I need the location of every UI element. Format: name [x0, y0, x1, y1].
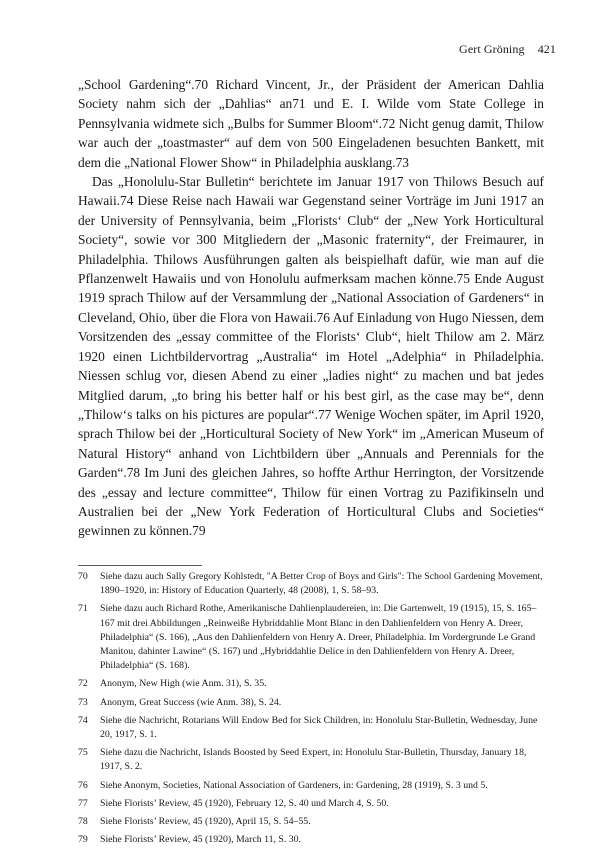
paragraph: „School Gardening“.70 Richard Vincent, Jr., der Präsident der American Dahlia Society nahm sich der „Dahlias“ an71 und E. I. Wilde vom State College in Pennsylvania widmete sich „Bulbs for Summer Bloom“.72 Nicht genug damit, Thilow war auch der „toastmaster“ auf dem von 500 Eingeladenen besuchten Bankett, mit dem die „National Flower Show“ in Philadelphia ausklang.73 — [78, 77, 544, 170]
running-header — [459, 42, 556, 57]
footnotes — [78, 565, 544, 851]
footnote-text: Siehe Florists’ Review, 45 (1920), February 12, S. 40 und March 4, S. 50. — [100, 797, 389, 809]
page-number: 421 — [537, 42, 556, 56]
body-text — [78, 75, 544, 541]
paragraph: Das „Honolulu-Star Bulletin“ berichtete im Januar 1917 von Thilows Besuch auf Hawaii.74 Diese Reise nach Hawaii war Gegenstand seiner Vorträge im Juni 1917 an der University of Pennsylvania, beim „Florists‘ Club“ der „New York Horticultural Society“, sowie vor 300 Mitgliedern der „Masonic fraternity“, der Freimaurer, in Philadelphia. Thilows Ausführungen galten als beispielhaft dafür, wie man auf die Pflanzenwelt Hawaiis und von Honolulu aufmerksam machen könne.75 Ende August 1919 sprach Thilow auf der Versammlung der „National Association of Gardeners“ in Cleveland, Ohio, über die Flora von Hawaii.76 Auf Einladung von Hugo Niessen, dem Vorsitzenden des „essay committee of the Florists‘ Club“, hielt Thilow am 2. März 1920 einen Lichtbildervortrag „Australia“ im Hotel „Adelphia“ in Philadelphia. Niessen schlug vor, diesen Abend zu einer „ladies night“ zu machen und bat jedes Mitglied darum, „to bring his better half or his best girl, as the case may be“, denn „Thilow‘s talks on his pictures are popular“.77 Wenige Wochen später, im April 1920, sprach Thilow bei der „Horticultural Society of New York“ im „American Museum of Natural History“ anhand von Lichtbildern über „Annuals and Perennials for the Garden“.78 Im Juni des gleichen Jahres, so hoffte Arthur Herrington, der Vorsitzende des „essay and lecture committee“, Thilow für einen Vortrag zu Pazifikinseln und Australien bei der „New York Federation of Horticultural Clubs and Societies“ gewinnen zu können.79 — [78, 174, 544, 539]
footnote-number: 77 — [78, 797, 88, 809]
footnote — [78, 696, 544, 710]
footnote-number: 74 — [78, 714, 88, 726]
footnote-number: 79 — [78, 834, 88, 846]
footnote-number: 78 — [78, 816, 88, 828]
footnote-number: 76 — [78, 779, 88, 791]
footnote-number: 70 — [78, 571, 88, 582]
footnote — [78, 779, 544, 793]
footnote-text: Anonym, Great Success (wie Anm. 38), S. 24. — [100, 696, 282, 708]
footnote-number: 71 — [78, 603, 88, 615]
footnote-text: Anonym, New High (wie Anm. 31), S. 35. — [100, 678, 267, 690]
header-author: Gert Gröning — [459, 42, 525, 56]
footnote-text: Siehe dazu auch Richard Rothe, Amerikanische Dahlienplaudereien, in: Die Gartenwelt, 19 (1915), 15, S. 165–167 mit drei Abbildungen „Reinweiße Hybriddahlie Mont Blanc in den Dahlienfeldern von Henry A. Dreer, Philadelphia“ (S. 166), „Aus den Dahlienfeldern von Henry A. Dreer, Philadelphia. Im Vordergrunde Le Grand Manitou, dahinter Lawine“ (S. 167) und „Hybriddahlie Delice in den Dahlienfeldern von Henry A. Dreer, Philadelphia“ (S. 168). — [100, 603, 537, 672]
footnote — [78, 570, 544, 598]
footnote — [78, 815, 544, 829]
footnote — [78, 746, 544, 774]
footnote-number: 75 — [78, 747, 88, 759]
footnote-text: Siehe Anonym, Societies, National Association of Gardeners, in: Gardening, 28 (1919), S. 3 und 5. — [100, 779, 488, 791]
footnote-number: 72 — [78, 678, 88, 690]
footnote-text: Siehe die Nachricht, Rotarians Will Endow Bed for Sick Children, in: Honolulu Star-Bulletin, Wednesday, June 20, 1917, S. 1. — [100, 714, 538, 741]
footnote — [78, 797, 544, 811]
footnote-text: Siehe dazu auch Sally Gregory Kohlstedt, "A Better Crop of Boys and Girls": The School Gardening Movement, 1890–1920, in: History of Education Quarterly, 48 (2008), 1, S. 58–93. — [100, 571, 543, 597]
footnote-text: Siehe dazu die Nachricht, Islands Boosted by Seed Expert, in: Honolulu Star-Bulletin, Thursday, January 18, 1917, S. 2. — [100, 747, 527, 773]
footnote-number: 73 — [78, 696, 88, 708]
footnote — [78, 677, 544, 691]
footnote-text: Siehe Florists’ Review, 45 (1920), April 15, S. 54–55. — [100, 816, 311, 828]
footnote-rule — [78, 565, 202, 566]
footnote — [78, 833, 544, 847]
footnote — [78, 714, 544, 742]
footnote — [78, 602, 544, 673]
footnote-text: Siehe Florists’ Review, 45 (1920), March 11, S. 30. — [100, 834, 301, 846]
